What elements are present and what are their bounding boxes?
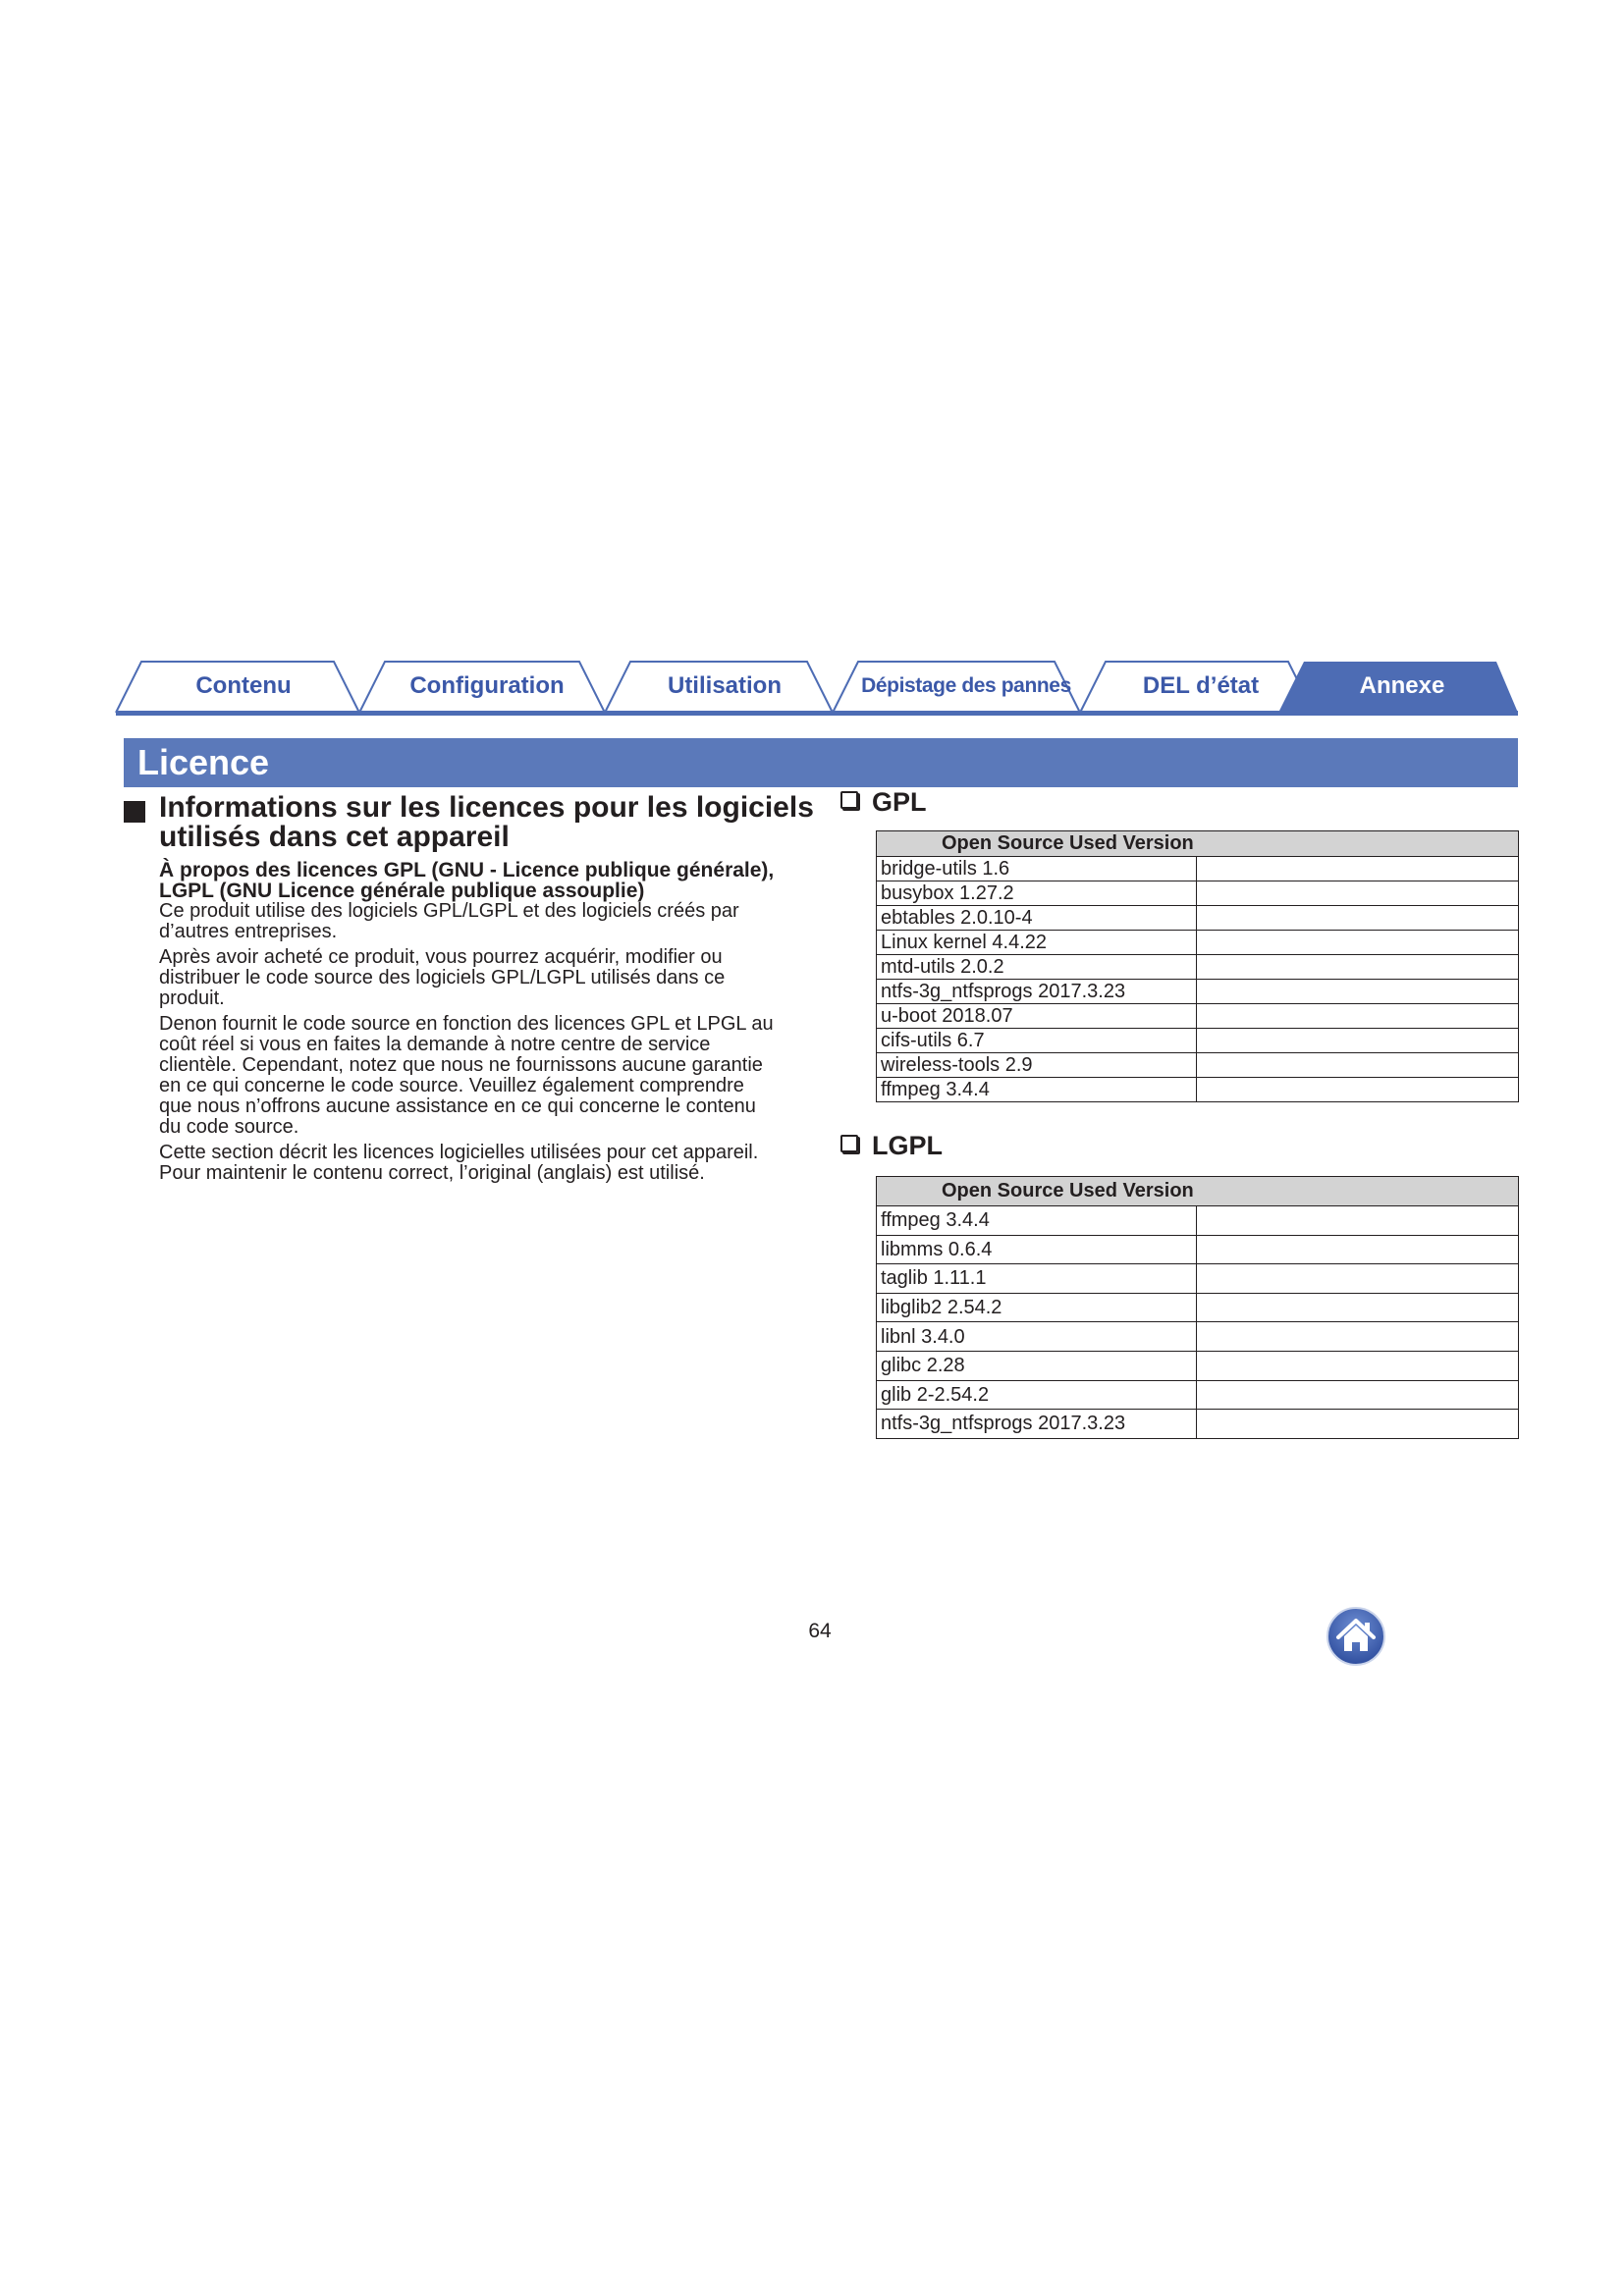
empty-cell [1197, 980, 1519, 1004]
empty-cell [1197, 1410, 1519, 1439]
table-row [877, 1053, 1519, 1078]
empty-cell [1197, 881, 1519, 906]
empty-cell [1197, 1351, 1519, 1380]
package-cell: glib 2-2.54.2 [877, 1380, 1197, 1410]
table-row [877, 881, 1519, 906]
table-row [877, 1078, 1519, 1102]
package-cell: libglib2 2.54.2 [877, 1293, 1197, 1322]
table-header: Open Source Used Version [877, 831, 1519, 857]
package-cell: Linux kernel 4.4.22 [877, 931, 1197, 955]
empty-cell [1197, 1380, 1519, 1410]
gpl-title: GPL [872, 787, 927, 817]
package-cell: glibc 2.28 [877, 1351, 1197, 1380]
table-row [877, 1293, 1519, 1322]
section-square-icon [124, 801, 145, 823]
tab-depistage-des-pannes[interactable]: Dépistage des pannes [861, 674, 1071, 697]
package-cell: busybox 1.27.2 [877, 881, 1197, 906]
lgpl-table [876, 1176, 1519, 1439]
checkbox-icon [840, 1135, 858, 1152]
gpl-table [876, 830, 1519, 1102]
empty-cell [1197, 1004, 1519, 1029]
body-paragraph: Denon fournit le code source en fonction des licences GPL et LPGL au coût réel si vous en faites la demande à notre centre de service clientèle. Cependant, notez que nous ne fournissons aucune garantie en ce qui concerne le code source. Veuillez également comprendre que nous n’offrons aucune assistance en ce qui concerne le contenu du code source. [159, 1013, 774, 1138]
table-row [877, 1264, 1519, 1294]
body-paragraph: Après avoir acheté ce produit, vous pourrez acquérir, modifier ou distribuer le code source des logiciels GPL/LGPL utilisés dans ce produit. [159, 946, 726, 1009]
table-row [877, 931, 1519, 955]
table-row [877, 906, 1519, 931]
page-number: 64 [808, 1620, 832, 1642]
tab-contenu[interactable]: Contenu [195, 672, 292, 699]
package-cell: ffmpeg 3.4.4 [877, 1078, 1197, 1102]
package-cell: mtd-utils 2.0.2 [877, 955, 1197, 980]
table-header: Open Source Used Version [877, 1177, 1519, 1206]
package-cell: taglib 1.11.1 [877, 1264, 1197, 1294]
package-cell: ntfs-3g_ntfsprogs 2017.3.23 [877, 980, 1197, 1004]
table-row [877, 1004, 1519, 1029]
tab-bar [116, 658, 1518, 713]
lgpl-title: LGPL [872, 1131, 943, 1160]
table-row [877, 1322, 1519, 1352]
empty-cell [1197, 1053, 1519, 1078]
table-header-row [877, 1177, 1519, 1206]
page-title-bar [124, 738, 1518, 787]
empty-cell [1197, 906, 1519, 931]
tab-bar-underline [116, 711, 1518, 716]
body-paragraph: Ce produit utilise des logiciels GPL/LGPL et des logiciels créés par d’autres entreprises. [159, 900, 739, 942]
empty-cell [1197, 1206, 1519, 1236]
tab-utilisation[interactable]: Utilisation [667, 672, 782, 699]
empty-cell [1197, 1029, 1519, 1053]
section-body [159, 901, 827, 1189]
empty-cell [1197, 1293, 1519, 1322]
tab-annexe[interactable]: Annexe [1359, 672, 1445, 699]
page-title: Licence [137, 742, 270, 782]
table-header-row [877, 831, 1519, 857]
gpl-heading [840, 787, 927, 817]
package-cell: ntfs-3g_ntfsprogs 2017.3.23 [877, 1410, 1197, 1439]
home-icon [1326, 1606, 1386, 1667]
table-row [877, 1235, 1519, 1264]
empty-cell [1197, 1322, 1519, 1352]
package-cell: libnl 3.4.0 [877, 1322, 1197, 1352]
empty-cell [1197, 1264, 1519, 1294]
empty-cell [1197, 955, 1519, 980]
table-row [877, 1029, 1519, 1053]
package-cell: ebtables 2.0.10-4 [877, 906, 1197, 931]
section-subheading: À propos des licences GPL (GNU - Licence publique générale), LGPL (GNU Licence générale publique assouplie) [159, 859, 775, 902]
table-row [877, 1410, 1519, 1439]
lgpl-heading [840, 1131, 943, 1160]
package-cell: bridge-utils 1.6 [877, 857, 1197, 881]
table-row [877, 1206, 1519, 1236]
table-row [877, 955, 1519, 980]
empty-cell [1197, 1078, 1519, 1102]
table-row [877, 857, 1519, 881]
package-cell: u-boot 2018.07 [877, 1004, 1197, 1029]
package-cell: ffmpeg 3.4.4 [877, 1206, 1197, 1236]
package-cell: libmms 0.6.4 [877, 1235, 1197, 1264]
body-paragraph: Cette section décrit les licences logicielles utilisées pour cet appareil. Pour maintenir le contenu correct, l’original (anglais) est utilisé. [159, 1142, 759, 1184]
section-heading: Informations sur les licences pour les logiciels utilisés dans cet appareil [159, 791, 814, 853]
empty-cell [1197, 857, 1519, 881]
table-row [877, 980, 1519, 1004]
tab-configuration[interactable]: Configuration [409, 672, 565, 699]
empty-cell [1197, 931, 1519, 955]
package-cell: cifs-utils 6.7 [877, 1029, 1197, 1053]
package-cell: wireless-tools 2.9 [877, 1053, 1197, 1078]
tab-del-etat[interactable]: DEL d’état [1142, 672, 1260, 699]
empty-cell [1197, 1235, 1519, 1264]
table-row [877, 1351, 1519, 1380]
checkbox-icon [840, 791, 858, 809]
home-button[interactable] [1326, 1606, 1386, 1667]
table-row [877, 1380, 1519, 1410]
